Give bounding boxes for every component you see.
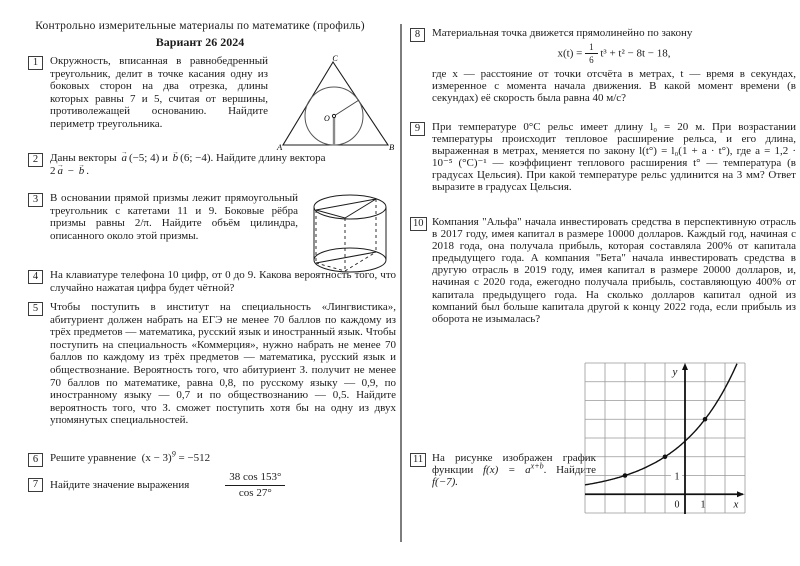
problem-text: В основании прямой призмы лежит прямоугольный треугольник с катетами 11 и 9. Боковые рёбра призмы равны 2/π. Найдите объём цилиндра, описанного около этой призмы. bbox=[50, 192, 298, 242]
problem-text: Компания "Альфа" начала инвестировать средства в перспективную отрасль в 2017 году, имея капитал в размере 10000 долларов. Каждый год, начиная с 2018 года, она получала прибыль, которая составляла 200% от капитала предыдущего года. А компания "Бета" начала инвестировать средства в другую отрасль в 2019 году, имея капитал в размере 20000 долларов, и, начиная с 2020 года, ежегодно получала прибыль, составляющую 400% от капитала предыдущего года. На сколько долларов капитал одной из компаний был больше капитала другой к концу 2022 года, если прибыль из оборота не изымалась? bbox=[432, 216, 796, 325]
svg-text:x: x bbox=[733, 498, 739, 511]
problem-4 bbox=[28, 269, 396, 294]
svg-text:1: 1 bbox=[674, 471, 680, 483]
label-c: C bbox=[332, 55, 338, 63]
equation-rhs: = −512 bbox=[175, 452, 211, 464]
fraction-numerator: 1 bbox=[585, 42, 598, 54]
vector-b: → b bbox=[171, 152, 181, 165]
text-run: (6; −4). Найдите длину вектора bbox=[180, 152, 326, 164]
problem-number: 11 bbox=[410, 453, 426, 467]
problem-text: Чтобы поступить в институт на специальность «Лингвистика», абитуриент должен набрать на ЕГЭ не менее 70 баллов по каждому из трёх предметов — математика, русский язык и иностранный язык. Чтобы поступить на специальность «Коммерция», нужно набрать не менее 70 баллов по каждому из трёх предметов — математика, русский язык и обществознание. Вероятность того, что абитуриент З. получит не менее 70 баллов по математике, равна 0,8, по русскому языку — 0,9, по иностранному языку — 0,7 и по обществознанию — 0,5. Найдите вероятность того, что З. сможет поступить хотя бы на одну из двух упомянутых специальностей. bbox=[50, 301, 396, 427]
problem-11 bbox=[410, 452, 596, 488]
fraction-denominator: 6 bbox=[589, 55, 594, 66]
problem-number: 6 bbox=[28, 453, 43, 467]
problem-10 bbox=[410, 216, 796, 325]
column-divider bbox=[400, 24, 402, 542]
triangle-incircle-figure bbox=[274, 55, 396, 155]
vector-b: → b bbox=[77, 165, 87, 178]
problem-text bbox=[50, 471, 396, 499]
text-run: На рисунке изображен график функции bbox=[432, 452, 596, 477]
problem-number: 10 bbox=[410, 217, 427, 231]
fraction-denominator: cos 27° bbox=[238, 486, 272, 499]
cylinder-prism-figure bbox=[304, 192, 396, 280]
fraction bbox=[585, 42, 598, 66]
svg-text:y: y bbox=[672, 366, 678, 378]
formula-rhs: t³ + t² − 8t − 18, bbox=[597, 47, 671, 60]
problem-2 bbox=[28, 152, 396, 177]
function-query: f(−7). bbox=[432, 476, 459, 489]
problem-5 bbox=[28, 301, 396, 427]
svg-text:1: 1 bbox=[700, 499, 706, 511]
problem-8 bbox=[410, 27, 796, 104]
text-run: . Найдите bbox=[543, 464, 597, 477]
problem-intro: Материальная точка движется прямолинейно по закону bbox=[432, 27, 693, 39]
problem-9 bbox=[410, 121, 796, 194]
function-graph-figure bbox=[584, 362, 746, 519]
function-exponent: x+b bbox=[530, 461, 544, 471]
problem-text bbox=[50, 449, 396, 465]
problem-text: При температуре 0°C рельс имеет длину l₀ = 20 м. При возрастании температуры происходит тепловое расширение рельса, и его длина, выраженная в метрах, меняется по закону l(t°) = l₀(1 + a · t°), где a = 1,2 · 10⁻⁵ (°C)⁻¹ — коэффициент теплового расширения t° — температура (в градусах Цельсия). При какой температуре рельс удлинится на 3 мм? Ответ выразите в градусах Цельсия. bbox=[432, 121, 796, 194]
fraction-numerator: 38 cos 153° bbox=[225, 471, 285, 486]
label-b: B bbox=[389, 142, 395, 151]
problem-number: 3 bbox=[28, 193, 43, 207]
problem-text: где x — расстояние от точки отсчёта в метрах, t — время в секундах, измеренное с момента начала движения. В какой момент времени (в секундах) её скорость была равна 40 м/с? bbox=[432, 67, 796, 104]
problem-text: Окружность, вписанная в равнобедренный треугольник, делит в точке касания одну из боковых сторон на два отрезка, длины которых равны 7 и 5, считая от вершины, противолежащей основанию. Найдите периметр треугольника. bbox=[50, 55, 268, 130]
problem-text: На клавиатуре телефона 10 цифр, от 0 до 9. Какова вероятность того, что случайно нажатая цифра будет чётной? bbox=[50, 269, 396, 294]
problem-number: 5 bbox=[28, 302, 43, 316]
equation-base: (x − 3) bbox=[141, 452, 172, 464]
text-run: Решите уравнение bbox=[50, 452, 137, 464]
fraction bbox=[225, 471, 285, 499]
problem-number: 2 bbox=[28, 153, 43, 167]
problem-number: 4 bbox=[28, 270, 43, 284]
vector-a: → a bbox=[119, 152, 129, 165]
label-o: O bbox=[324, 114, 330, 123]
formula-lhs: x(t) = bbox=[557, 47, 586, 60]
problem-number: 1 bbox=[28, 56, 43, 70]
vector-a: → a bbox=[56, 165, 66, 178]
problem-number: 9 bbox=[410, 122, 425, 136]
problem-text bbox=[432, 452, 596, 488]
text-run: Даны векторы bbox=[50, 152, 120, 164]
equation-exponent: 9 bbox=[171, 449, 176, 459]
problem-number: 8 bbox=[410, 28, 425, 42]
problem-text bbox=[50, 152, 396, 177]
text-run: . bbox=[86, 164, 89, 177]
problem-number: 7 bbox=[28, 478, 43, 492]
equation bbox=[141, 449, 211, 464]
function-graph bbox=[584, 362, 746, 514]
problem-1 bbox=[28, 55, 396, 157]
function-base: f(x) = a bbox=[483, 464, 531, 477]
text-run: Найдите значение выражения bbox=[50, 478, 190, 491]
problem-6 bbox=[28, 449, 396, 465]
label-a: A bbox=[277, 142, 283, 151]
text-run: 2 bbox=[50, 164, 56, 177]
motion-law-formula bbox=[432, 42, 796, 66]
problem-7 bbox=[28, 471, 396, 499]
svg-text:0: 0 bbox=[674, 499, 680, 511]
text-run: (−5; 4) и bbox=[128, 152, 171, 164]
page-title: Контрольно измерительные материалы по математике (профиль) bbox=[35, 20, 365, 32]
text-run: − bbox=[65, 164, 77, 177]
variant-subtitle: Вариант 26 2024 bbox=[155, 35, 245, 49]
